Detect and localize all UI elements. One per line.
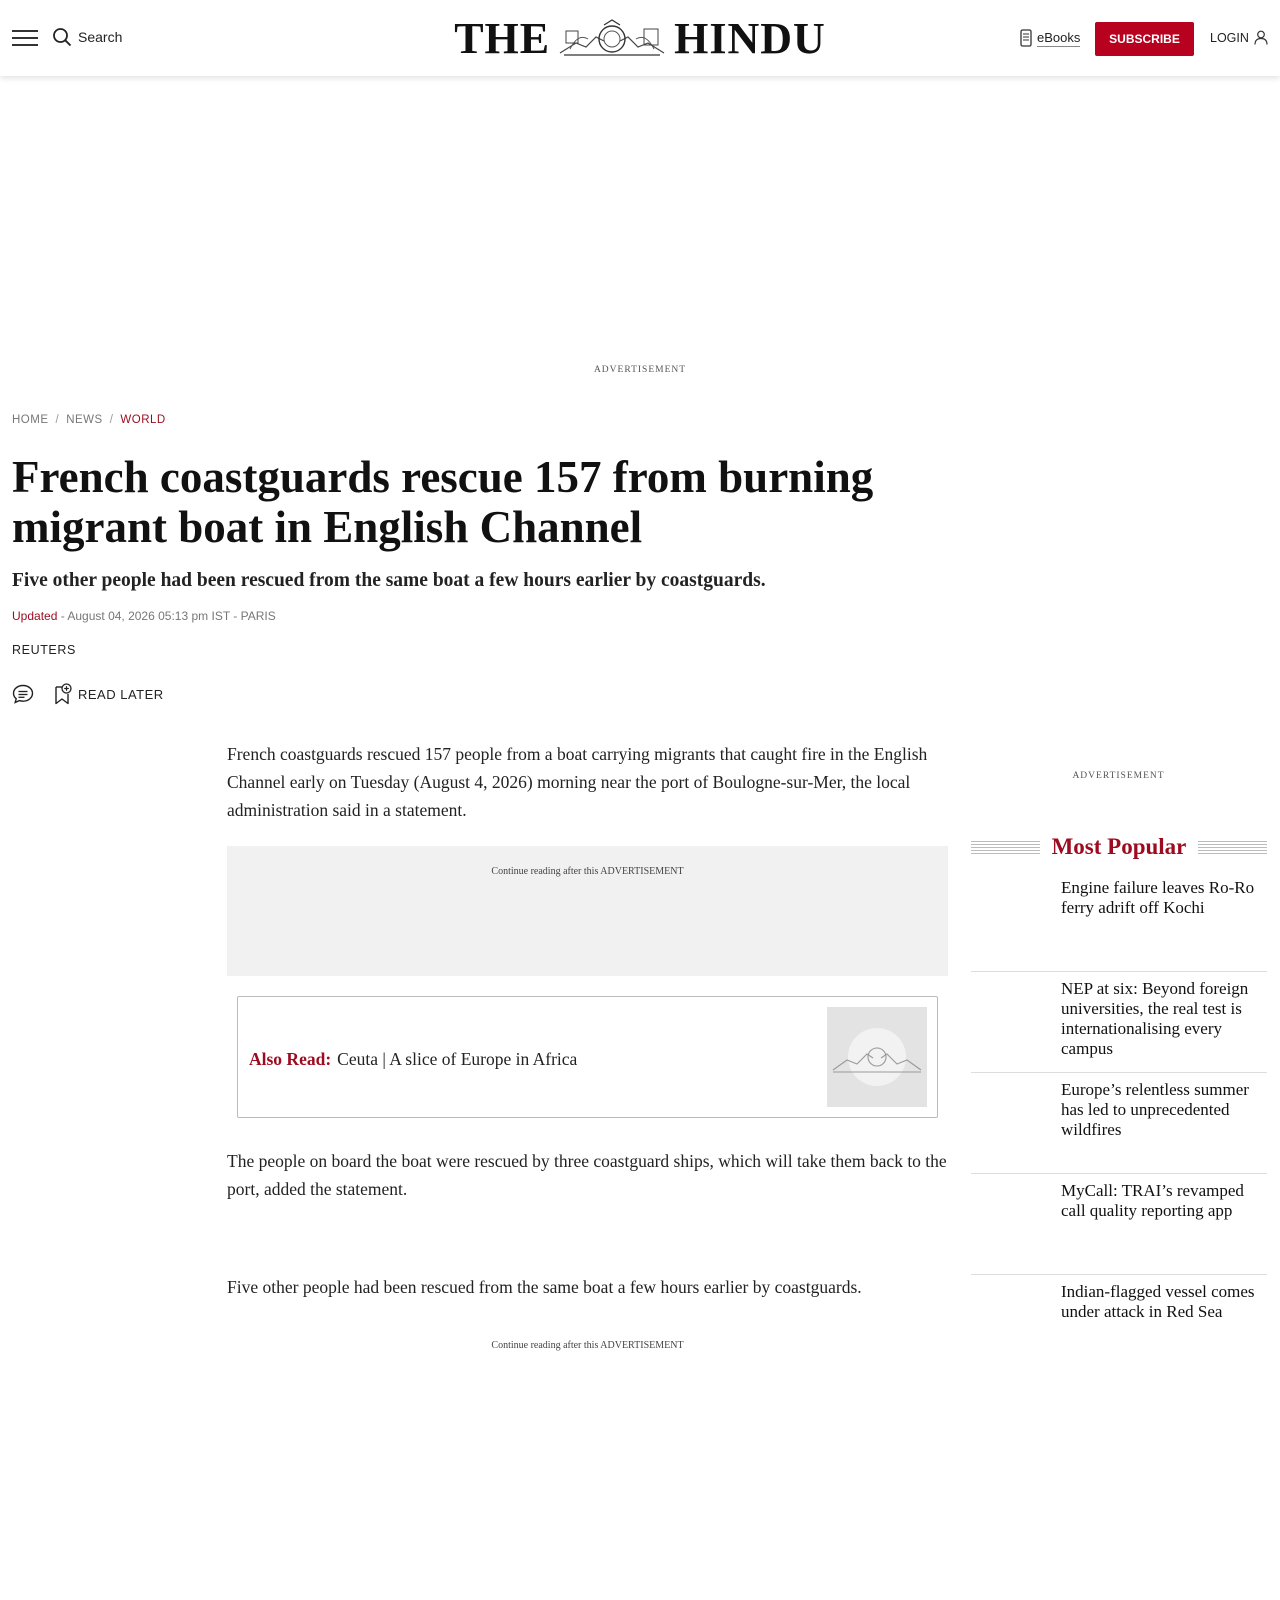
most-popular-thumbnail — [971, 979, 1051, 1059]
logo-word-right: HINDU — [674, 14, 826, 63]
ebooks-label: eBooks — [1037, 29, 1081, 45]
placeholder-logo-icon — [829, 1026, 925, 1088]
breadcrumb — [12, 414, 166, 426]
most-popular-item[interactable] — [971, 1074, 1267, 1174]
logo-word-left: THE — [454, 14, 551, 63]
search-icon — [52, 27, 72, 47]
search-button[interactable] — [52, 27, 122, 47]
article-timestamp: - August 04, 2026 05:13 pm IST - PARIS — [57, 609, 276, 623]
sidebar-advertisement-label: ADVERTISEMENT — [1072, 771, 1165, 781]
advertisement-label: Continue reading after this ADVERTISEMENT — [491, 866, 684, 877]
most-popular-thumbnail — [971, 878, 1051, 958]
breadcrumb-separator: / — [55, 414, 60, 426]
article-paragraph: The people on board the boat were rescued by three coastguard ships, which will take them back to the port, added the statement. — [227, 1151, 947, 1199]
ebook-icon — [1020, 29, 1032, 47]
article-meta — [12, 609, 276, 623]
most-popular-item[interactable] — [971, 973, 1267, 1073]
breadcrumb-home[interactable]: HOME — [12, 414, 49, 426]
most-popular-headline: Engine failure leaves Ro-Ro ferry adrift off Kochi — [1061, 878, 1255, 917]
most-popular-thumbnail — [971, 1181, 1051, 1261]
bookmark-add-icon — [54, 683, 72, 705]
decorative-lines — [971, 839, 1040, 855]
most-popular-header — [971, 832, 1267, 862]
user-icon — [1254, 30, 1268, 45]
menu-icon[interactable] — [12, 30, 38, 46]
breadcrumb-world[interactable]: WORLD — [120, 414, 166, 426]
most-popular-headline: Europe’s relentless summer has led to unprecedented wildfires — [1061, 1080, 1249, 1139]
search-label: Search — [78, 29, 123, 45]
breadcrumb-news[interactable]: NEWS — [66, 414, 103, 426]
login-button[interactable] — [1210, 30, 1268, 45]
most-popular-headline: MyCall: TRAI’s revamped call quality reporting app — [1061, 1181, 1244, 1220]
most-popular-thumbnail — [971, 1282, 1051, 1362]
login-label: LOGIN — [1210, 30, 1249, 45]
most-popular-thumbnail — [971, 1080, 1051, 1160]
crest-icon — [556, 19, 668, 59]
article-subtitle: Five other people had been rescued from the same boat a few hours earlier by coastguards. — [12, 570, 766, 591]
also-read-label: Also Read: — [249, 1049, 332, 1069]
advertisement-label: ADVERTISEMENT — [593, 365, 687, 375]
article-title: French coastguards rescue 157 from burning migrant boat in English Channel — [12, 452, 874, 552]
most-popular-item[interactable] — [971, 1276, 1267, 1376]
inline-advertisement — [227, 846, 948, 976]
updated-label: Updated — [12, 609, 58, 623]
advertisement-label: Continue reading after this ADVERTISEMENT — [491, 1340, 684, 1351]
most-popular-item[interactable] — [971, 1175, 1267, 1275]
most-popular-headline: NEP at six: Beyond foreign universities, the real test is internationalising every campus — [1061, 979, 1249, 1058]
read-later-label: READ LATER — [78, 686, 164, 702]
most-popular-headline: Indian-flagged vessel comes under attack in Red Sea — [1061, 1282, 1255, 1321]
article-actions — [12, 683, 164, 705]
article-author[interactable]: REUTERS — [12, 643, 76, 657]
ebooks-link[interactable] — [1020, 29, 1080, 47]
also-read-thumbnail — [827, 1007, 927, 1107]
article-paragraph: French coastguards rescued 157 people from a boat carrying migrants that caught fire in the English Channel early on Tuesday (August 4, 2026) morning near the port of Boulogne-sur-Mer, the local administration said in a statement. — [227, 744, 928, 820]
subscribe-button[interactable]: SUBSCRIBE — [1095, 22, 1194, 56]
most-popular-title: Most Popular — [1051, 834, 1187, 859]
article-paragraph: Five other people had been rescued from the same boat a few hours earlier by coastguards. — [227, 1277, 862, 1297]
site-header — [0, 0, 1280, 76]
site-logo[interactable] — [440, 14, 840, 64]
decorative-lines — [1198, 839, 1267, 855]
most-popular-item[interactable] — [971, 872, 1267, 972]
also-read-headline: Ceuta | A slice of Europe in Africa — [337, 1049, 578, 1069]
comment-icon[interactable] — [12, 684, 34, 704]
also-read-text — [249, 1049, 577, 1070]
breadcrumb-separator: / — [109, 414, 114, 426]
read-later-button[interactable] — [54, 683, 164, 705]
also-read-card[interactable] — [237, 996, 938, 1118]
